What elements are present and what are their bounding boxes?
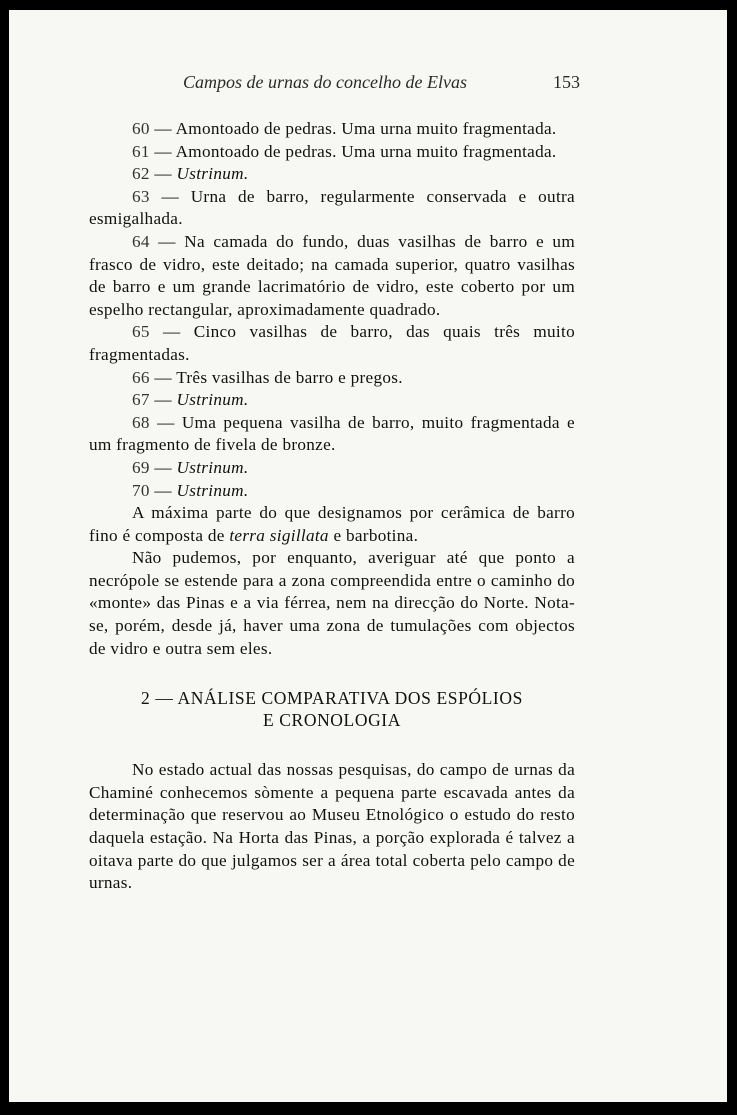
entry-text: Ustrinum. [176,164,249,184]
entry-66 [89,367,575,390]
entry-63 [89,186,575,231]
page-number: 153 [553,72,580,92]
entry-68 [89,412,575,457]
entry-text: Ustrinum. [176,480,249,500]
entry-dash: — [157,412,175,432]
entry-number: 62 [132,164,150,184]
entry-text: Na camada do fundo, duas vasilhas de barro e um frasco de vidro, este deitado; na camada superior, quatro vasilhas de barro e um grande lacrimatório de vidro, este coberto por um espelho rectangular, aproximadamente quadrado. [89,231,575,319]
entry-64 [89,231,575,321]
paragraph-necropolis: Não pudemos, por enquanto, averiguar até que ponto a necrópole se estende para a zona compreendida entre o caminho do «monte» das Pinas e a via férrea, nem na direcção do Norte. Nota-se, porém, desde já, haver uma zona de tumulações com objectos de vidro e outra sem eles. [89,548,575,658]
section-heading [89,687,575,731]
entry-dash: — [154,457,172,477]
entry-number: 67 [132,390,150,410]
entry-number: 68 [132,412,150,432]
running-head-title: Campos de urnas do concelho de Elvas [183,72,467,92]
entry-dash: — [154,119,172,138]
entry-text: Ustrinum. [176,457,249,477]
entry-dash: — [154,164,172,184]
entry-number: 66 [132,367,150,387]
paragraph-excavations: No estado actual das nossas pesquisas, do campo de urnas da Chaminé conhecemos sòmente a pequena parte escavada antes da determinação que reservou ao Museu Etnológico o estudo do resto daquela estação. Na Horta das Pinas, a porção explorada é talvez a oitava parte do que julgamos ser a área total coberta pelo campo de urnas. [89,760,575,893]
entry-text: Urna de barro, regularmente conservada e outra esmigalhada. [89,186,575,229]
entry-text: Amontoado de pedras. Uma urna muito fragmentada. [175,141,557,161]
entry-70 [89,480,575,503]
entry-number: 64 [132,231,150,251]
entry-dash: — [154,141,172,161]
entry-dash: — [154,390,172,410]
entry-number: 69 [132,457,150,477]
paragraph-ceramics [89,502,575,547]
entry-61 [89,141,575,164]
paragraph-ceramics-end: e barbotina. [333,525,419,545]
section-heading-line-2: E CRONOLOGIA [263,710,401,731]
entry-text: Ustrinum. [176,390,249,410]
paragraph-ceramics-start: A máxima parte do que designamos por cerâmica de barro fino é composta de [89,503,575,545]
entry-62 [89,163,575,186]
entry-number: 65 [132,322,150,342]
entry-dash: — [158,231,176,251]
entry-67 [89,389,575,412]
book-page [9,10,727,1102]
entry-number: 61 [132,141,150,161]
entry-text: Uma pequena vasilha de barro, muito fragmentada e um fragmento de fivela de bronze. [89,412,575,455]
paragraph-ceramics-italic: terra sigillata [229,525,329,545]
entry-dash: — [161,186,179,206]
body-text [89,118,575,895]
entry-60 [89,118,575,141]
entry-number: 63 [132,186,150,206]
entry-69 [89,457,575,480]
entry-text: Amontoado de pedras. Uma urna muito fragmentada. [175,119,557,138]
running-head [183,72,580,93]
entry-dash: — [154,367,172,387]
entry-dash: — [154,480,172,500]
entry-number: 70 [132,480,150,500]
entry-65 [89,321,575,366]
entry-text: Cinco vasilhas de barro, das quais três muito fragmentadas. [89,322,575,364]
section-heading-line-1: 2 — ANÁLISE COMPARATIVA DOS ESPÓLIOS [141,688,523,709]
entry-dash: — [163,322,181,342]
entry-number: 60 [132,119,150,138]
entry-text: Três vasilhas de barro e pregos. [176,367,403,387]
